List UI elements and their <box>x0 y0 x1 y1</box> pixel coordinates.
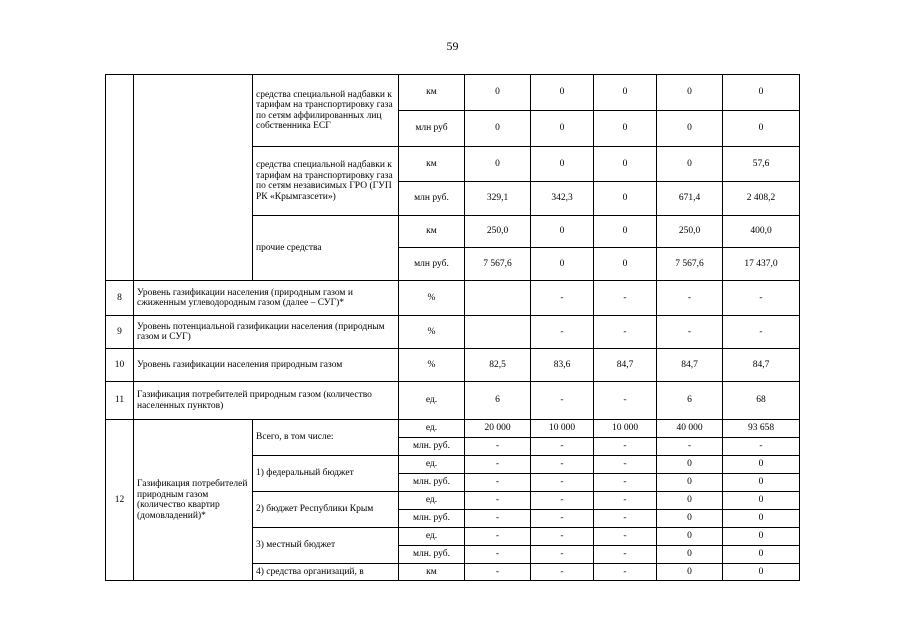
value-cell: 84,7 <box>723 349 800 382</box>
indicator-name-cell: Газификация потребителей природным газом (количество населенных пунктов) <box>134 382 399 420</box>
value-cell: - <box>465 474 531 492</box>
value-cell: 0 <box>657 510 723 528</box>
funding-source-label: 4) средства организаций, в <box>253 564 399 581</box>
unit-cell: ед. <box>399 528 465 546</box>
value-cell: 0 <box>594 216 657 248</box>
value-cell: 250,0 <box>465 216 531 248</box>
value-cell: - <box>465 564 531 581</box>
unit-cell: ед. <box>399 382 465 420</box>
row-number-cell: 11 <box>106 382 134 420</box>
table-row <box>106 420 800 438</box>
value-cell: 671,4 <box>657 182 723 216</box>
value-cell: 0 <box>465 111 531 147</box>
indicator-name-cell: Газификация потребителей природным газом (количество квартир (домовладений)* <box>134 420 253 581</box>
value-cell: - <box>657 438 723 456</box>
value-cell: - <box>531 492 594 510</box>
value-cell: 0 <box>723 528 800 546</box>
value-cell: 0 <box>531 216 594 248</box>
value-cell: 2 408,2 <box>723 182 800 216</box>
value-cell: 0 <box>723 492 800 510</box>
unit-cell: км <box>399 147 465 182</box>
funding-source-label: 1) федеральный бюджет <box>253 456 399 492</box>
value-cell: - <box>531 438 594 456</box>
value-cell: 0 <box>723 75 800 111</box>
source-description: средства специальной надбавки к тарифам на транспортировку газа по сетям аффилированных лиц собственника ЕСГ <box>253 75 399 147</box>
value-cell: - <box>531 281 594 316</box>
value-cell: 0 <box>531 147 594 182</box>
unit-cell: км <box>399 564 465 581</box>
indicator-name-cell <box>134 75 253 281</box>
value-cell: 7 567,6 <box>657 248 723 281</box>
value-cell: 57,6 <box>723 147 800 182</box>
unit-cell: млн. руб. <box>399 510 465 528</box>
value-cell: 0 <box>594 248 657 281</box>
value-cell: 250,0 <box>657 216 723 248</box>
value-cell: 6 <box>465 382 531 420</box>
row-number-cell: 10 <box>106 349 134 382</box>
value-cell: 0 <box>723 546 800 564</box>
value-cell: 93 658 <box>723 420 800 438</box>
value-cell: 0 <box>657 474 723 492</box>
unit-cell: км <box>399 75 465 111</box>
value-cell: 0 <box>594 75 657 111</box>
value-cell: - <box>531 528 594 546</box>
value-cell: - <box>594 382 657 420</box>
row-number-cell <box>106 75 134 281</box>
value-cell: - <box>723 438 800 456</box>
value-cell: 0 <box>723 510 800 528</box>
unit-cell: млн. руб. <box>399 438 465 456</box>
unit-cell: % <box>399 281 465 316</box>
indicator-name-cell: Уровень потенциальной газификации населения (природным газом и СУГ) <box>134 316 399 349</box>
source-description: средства специальной надбавки к тарифам на транспортировку газа по сетям независимых ГРО (ГУП РК «Крымгазсети») <box>253 147 399 216</box>
value-cell: 0 <box>723 111 800 147</box>
value-cell: - <box>594 492 657 510</box>
value-cell: 84,7 <box>594 349 657 382</box>
value-cell: 0 <box>723 456 800 474</box>
value-cell: 40 000 <box>657 420 723 438</box>
unit-cell: ед. <box>399 492 465 510</box>
value-cell: 82,5 <box>465 349 531 382</box>
value-cell: 0 <box>657 492 723 510</box>
unit-cell: км <box>399 216 465 248</box>
value-cell: - <box>723 281 800 316</box>
value-cell: - <box>465 492 531 510</box>
value-cell: 342,3 <box>531 182 594 216</box>
unit-cell: млн руб <box>399 111 465 147</box>
unit-cell: млн. руб. <box>399 474 465 492</box>
value-cell: - <box>723 316 800 349</box>
value-cell: - <box>465 528 531 546</box>
value-cell: - <box>531 474 594 492</box>
value-cell: 0 <box>465 147 531 182</box>
value-cell: 0 <box>723 474 800 492</box>
funding-source-label: 3) местный бюджет <box>253 528 399 564</box>
indicators-table <box>105 74 800 581</box>
unit-cell: млн руб. <box>399 248 465 281</box>
value-cell: - <box>465 546 531 564</box>
value-cell <box>465 316 531 349</box>
value-cell: 84,7 <box>657 349 723 382</box>
value-cell: 0 <box>657 75 723 111</box>
unit-cell: % <box>399 316 465 349</box>
value-cell: - <box>531 456 594 474</box>
value-cell: - <box>531 564 594 581</box>
unit-cell: ед. <box>399 456 465 474</box>
funding-source-label: 2) бюджет Республики Крым <box>253 492 399 528</box>
value-cell: 0 <box>594 147 657 182</box>
value-cell: 0 <box>657 147 723 182</box>
table-row <box>106 382 800 420</box>
unit-cell: % <box>399 349 465 382</box>
value-cell: 7 567,6 <box>465 248 531 281</box>
value-cell: 0 <box>723 564 800 581</box>
value-cell: 83,6 <box>531 349 594 382</box>
value-cell: - <box>531 382 594 420</box>
indicator-name-cell: Уровень газификации населения (природным газом и сжиженным углеводородным газом (далее – СУГ)* <box>134 281 399 316</box>
value-cell: - <box>657 281 723 316</box>
value-cell: 0 <box>657 528 723 546</box>
table-row <box>106 316 800 349</box>
table-row <box>106 281 800 316</box>
value-cell: 20 000 <box>465 420 531 438</box>
value-cell: - <box>531 316 594 349</box>
value-cell: 17 437,0 <box>723 248 800 281</box>
page-number: 59 <box>446 39 459 53</box>
value-cell: - <box>594 564 657 581</box>
value-cell: 0 <box>531 248 594 281</box>
value-cell: 0 <box>594 111 657 147</box>
value-cell: - <box>594 510 657 528</box>
value-cell: - <box>657 316 723 349</box>
value-cell: 0 <box>594 182 657 216</box>
unit-cell: ед. <box>399 420 465 438</box>
value-cell: 10 000 <box>594 420 657 438</box>
row-number-cell: 12 <box>106 420 134 581</box>
value-cell: 68 <box>723 382 800 420</box>
value-cell: - <box>465 456 531 474</box>
source-description: прочие средства <box>253 216 399 281</box>
indicator-name-cell: Уровень газификации населения природным газом <box>134 349 399 382</box>
value-cell: - <box>531 546 594 564</box>
value-cell: 0 <box>657 456 723 474</box>
value-cell: - <box>465 438 531 456</box>
value-cell: - <box>594 316 657 349</box>
row-number-cell: 8 <box>106 281 134 316</box>
value-cell: - <box>594 528 657 546</box>
value-cell: 329,1 <box>465 182 531 216</box>
value-cell: - <box>594 456 657 474</box>
row-number-cell: 9 <box>106 316 134 349</box>
value-cell: - <box>465 510 531 528</box>
value-cell: 0 <box>531 75 594 111</box>
value-cell: - <box>594 438 657 456</box>
table-row <box>106 75 800 111</box>
value-cell: 400,0 <box>723 216 800 248</box>
value-cell: - <box>594 546 657 564</box>
table-row <box>106 349 800 382</box>
value-cell: 10 000 <box>531 420 594 438</box>
value-cell: 0 <box>465 75 531 111</box>
unit-cell: млн. руб. <box>399 546 465 564</box>
value-cell: 0 <box>657 111 723 147</box>
value-cell: 0 <box>657 564 723 581</box>
value-cell: - <box>594 474 657 492</box>
unit-cell: млн руб. <box>399 182 465 216</box>
value-cell: 0 <box>657 546 723 564</box>
value-cell: 6 <box>657 382 723 420</box>
value-cell <box>465 281 531 316</box>
funding-source-label: Всего, в том числе: <box>253 420 399 456</box>
value-cell: 0 <box>531 111 594 147</box>
value-cell: - <box>594 281 657 316</box>
value-cell: - <box>531 510 594 528</box>
